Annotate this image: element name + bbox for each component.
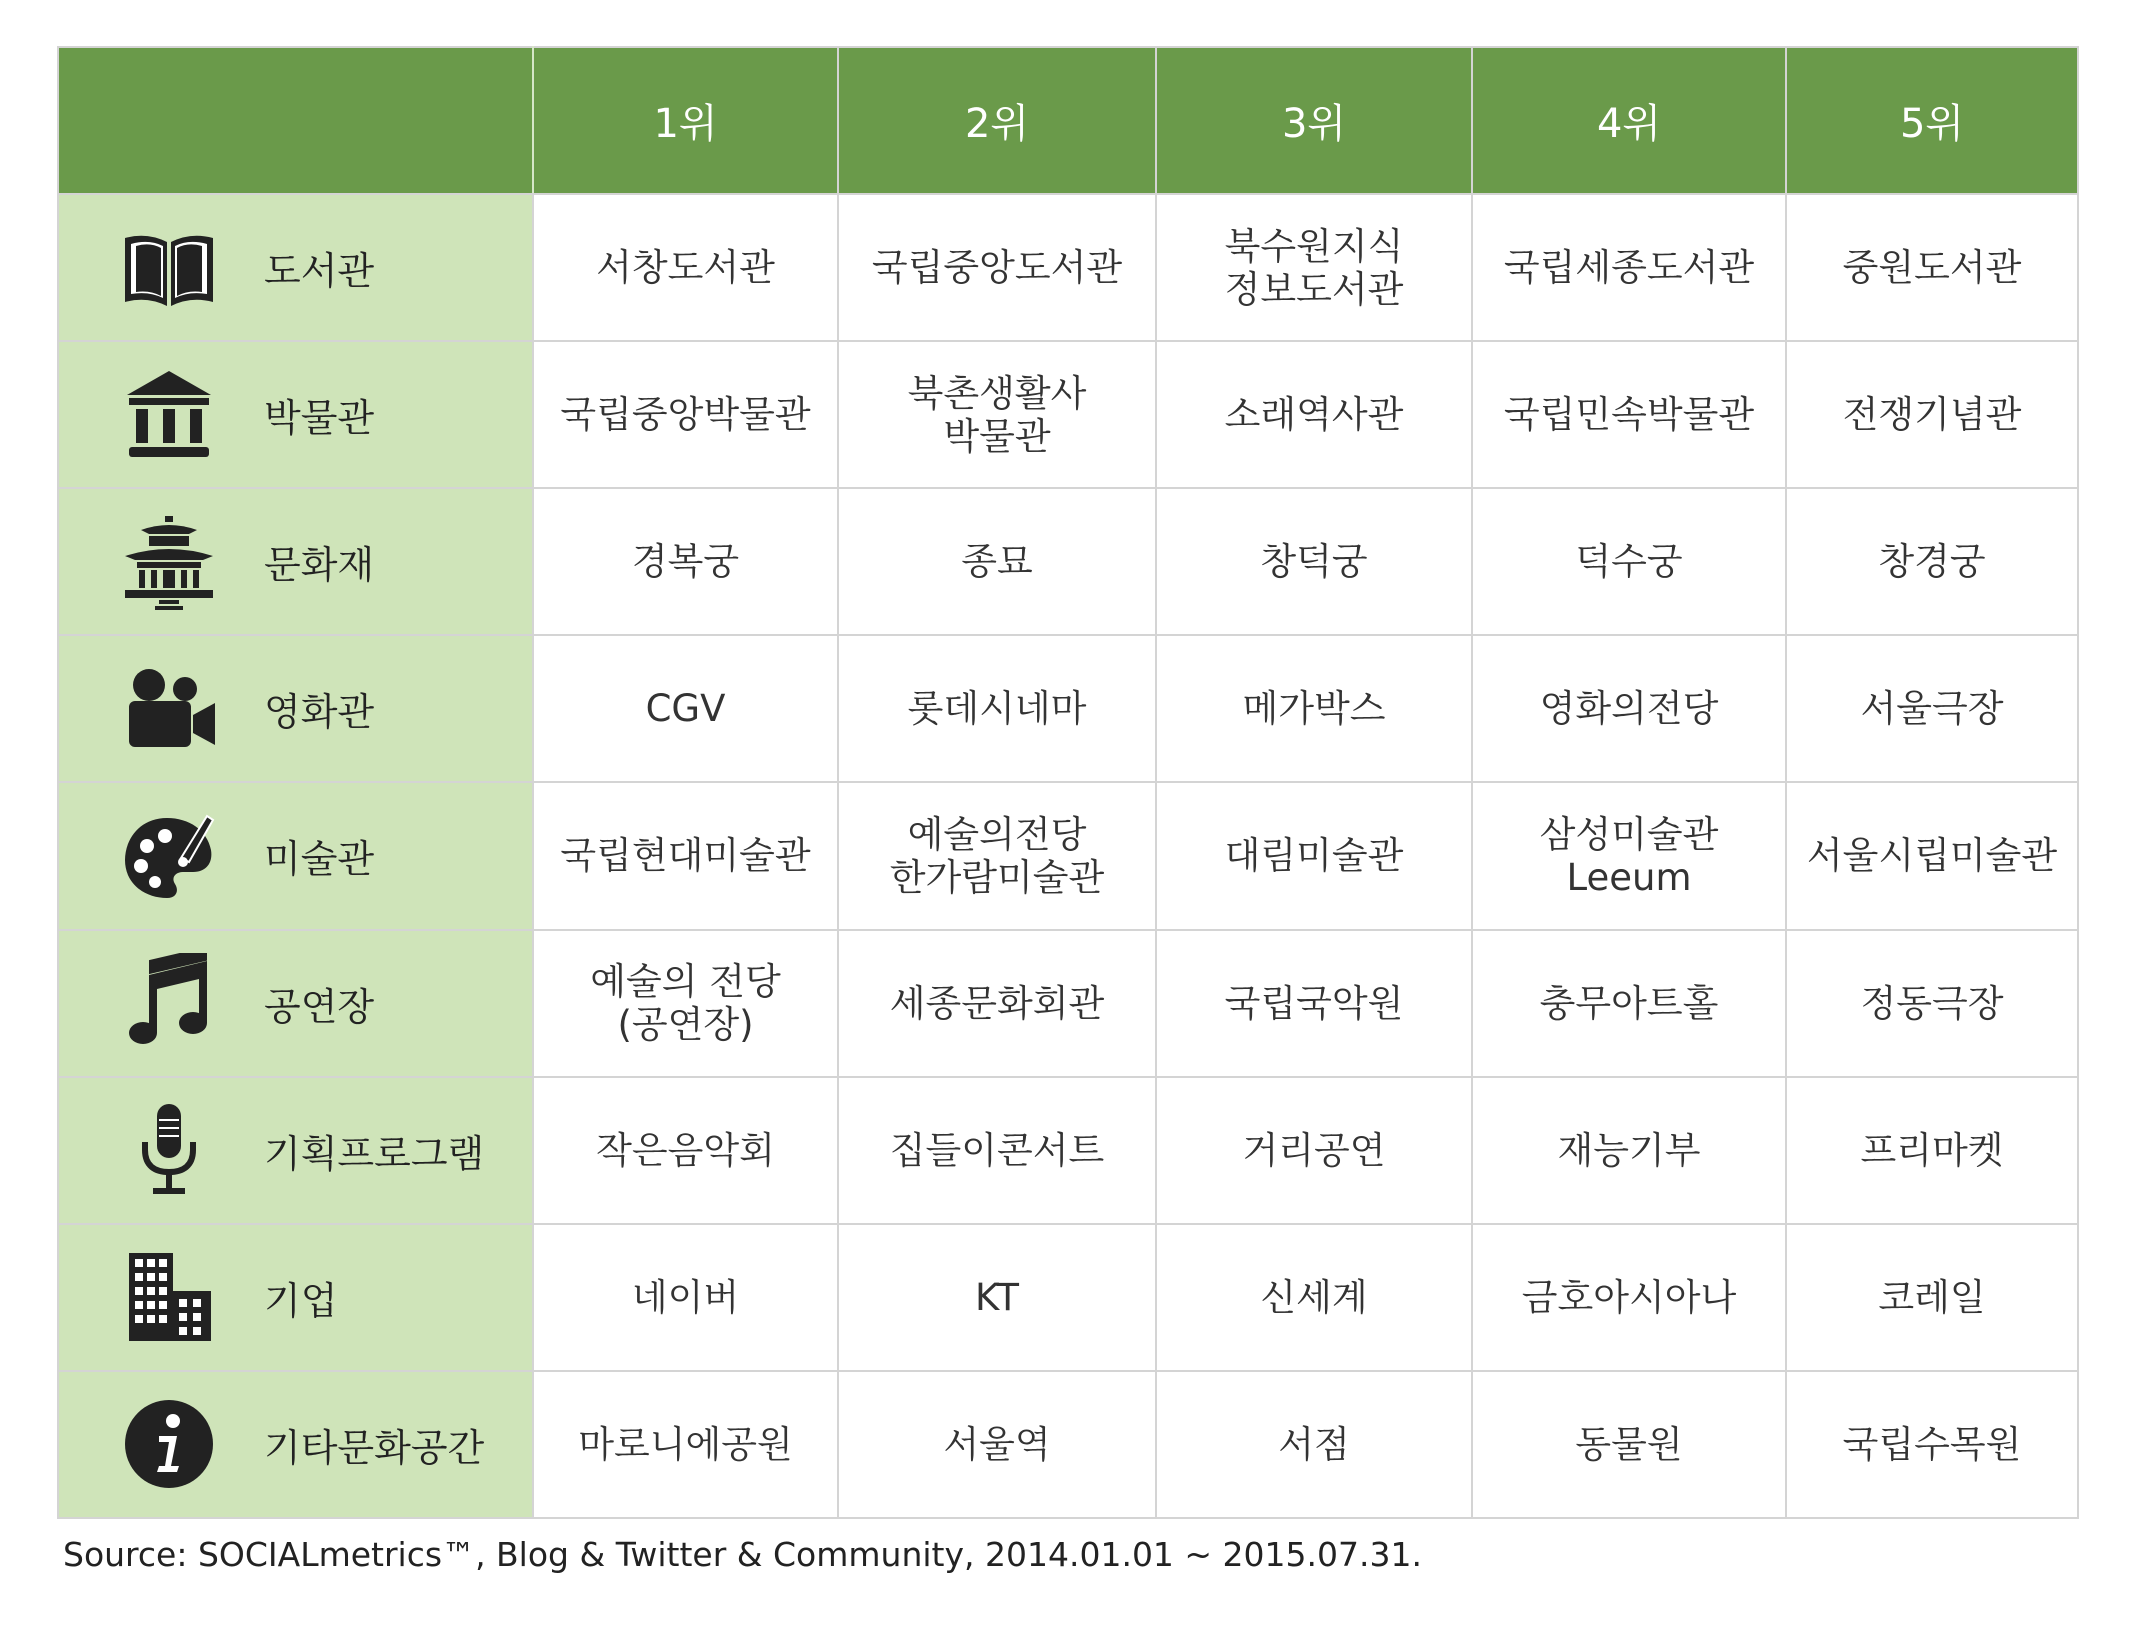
cell-text-line: 서점: [1278, 1422, 1350, 1466]
cell-text-line: 충무아트홀: [1539, 981, 1719, 1025]
rank-2-cell: [838, 782, 1156, 929]
category-cell: [58, 1371, 533, 1518]
ranking-table: [57, 46, 2079, 1519]
category-label: 박물관: [264, 396, 375, 441]
cell-text-line: 거리공연: [1242, 1128, 1386, 1172]
rank-5-cell: [1786, 488, 2078, 635]
cell-text-line: 경복궁: [631, 540, 740, 584]
cell-text-line: 네이버: [631, 1275, 740, 1319]
cell-text-line: 서울시립미술관: [1806, 834, 2058, 878]
info-icon: [114, 1394, 224, 1494]
cell-text-line: 중원도서관: [1842, 246, 2022, 290]
cell-text-line: 한가람미술관: [889, 855, 1105, 899]
cell-text-line: 영화의전당: [1539, 687, 1719, 731]
table-row: [58, 782, 2078, 929]
category-label: 문화재: [264, 543, 375, 588]
rank-4-cell: [1472, 782, 1786, 929]
rank-2-cell: [838, 930, 1156, 1077]
cell-text-line: 정보도서관: [1224, 267, 1404, 311]
cell-text-line: 마로니에공원: [578, 1422, 793, 1466]
rank-4-cell: [1472, 1224, 1786, 1371]
table-row: [58, 341, 2078, 488]
rank-1-cell: [533, 194, 838, 341]
rank-3-cell: [1156, 488, 1472, 635]
source-note: Source: SOCIALmetrics™, Blog & Twitter & Community, 2014.01.01 ~ 2015.07.31.: [63, 1535, 1422, 1574]
rank-5-cell: [1786, 930, 2078, 1077]
cell-text-line: KT: [975, 1275, 1019, 1319]
rank-5-cell: [1786, 635, 2078, 782]
category-cell: [58, 782, 533, 929]
rank-1-cell: [533, 1224, 838, 1371]
header-rank-5: 5위: [1786, 47, 2078, 194]
cell-text-line: 금호아시아나: [1521, 1275, 1737, 1319]
rank-3-cell: [1156, 1371, 1472, 1518]
palace-icon: [114, 512, 224, 612]
category-label: 공연장: [264, 984, 375, 1029]
header-rank-1: 1위: [533, 47, 838, 194]
rank-1-cell: [533, 930, 838, 1077]
rank-3-cell: [1156, 341, 1472, 488]
table-row: [58, 930, 2078, 1077]
table-row: [58, 488, 2078, 635]
rank-1-cell: [533, 1077, 838, 1224]
cell-text-line: 재능기부: [1557, 1128, 1701, 1172]
cell-text-line: 창덕궁: [1260, 540, 1368, 584]
rank-4-cell: [1472, 930, 1786, 1077]
cell-text-line: 국립중앙박물관: [560, 393, 811, 437]
rank-4-cell: [1472, 1371, 1786, 1518]
cell-text-line: 국립수목원: [1842, 1422, 2022, 1466]
rank-3-cell: [1156, 930, 1472, 1077]
microphone-icon: [114, 1100, 224, 1200]
category-label: 기타문화공간: [264, 1425, 485, 1470]
category-label: 미술관: [264, 837, 375, 882]
rank-5-cell: [1786, 1224, 2078, 1371]
cell-text-line: 롯데시네마: [907, 687, 1087, 731]
rank-5-cell: [1786, 1077, 2078, 1224]
table-row: [58, 1224, 2078, 1371]
rank-1-cell: [533, 1371, 838, 1518]
rank-2-cell: [838, 1224, 1156, 1371]
cell-text-line: 북촌생활사: [907, 371, 1087, 415]
book-icon: [114, 218, 224, 318]
rank-2-cell: [838, 488, 1156, 635]
rank-4-cell: [1472, 341, 1786, 488]
cell-text-line: Leeum: [1566, 855, 1692, 899]
category-cell: [58, 1077, 533, 1224]
rank-3-cell: [1156, 1224, 1472, 1371]
rank-3-cell: [1156, 635, 1472, 782]
rank-4-cell: [1472, 194, 1786, 341]
cell-text-line: 박물관: [943, 414, 1051, 458]
table-row: [58, 635, 2078, 782]
cell-text-line: 소래역사관: [1224, 393, 1404, 437]
cell-text-line: 덕수궁: [1575, 540, 1683, 584]
cell-text-line: 북수원지식: [1224, 224, 1404, 268]
cell-text-line: 삼성미술관: [1539, 812, 1719, 856]
cell-text-line: 서창도서관: [596, 246, 775, 290]
palette-icon: [114, 806, 224, 906]
category-cell: [58, 930, 533, 1077]
cell-text-line: 예술의전당: [907, 812, 1087, 856]
rank-4-cell: [1472, 488, 1786, 635]
category-cell: [58, 635, 533, 782]
cell-text-line: 동물원: [1575, 1422, 1683, 1466]
movie-camera-icon: [114, 659, 224, 759]
cell-text-line: CGV: [645, 687, 726, 731]
cell-text-line: 집들이콘서트: [889, 1128, 1105, 1172]
building-icon: [114, 1247, 224, 1347]
music-note-icon: [114, 953, 224, 1053]
header-rank-2: 2위: [838, 47, 1156, 194]
museum-icon: [114, 365, 224, 465]
cell-text-line: 종묘: [961, 540, 1033, 584]
header-rank-3: 3위: [1156, 47, 1472, 194]
category-cell: [58, 1224, 533, 1371]
rank-2-cell: [838, 1077, 1156, 1224]
rank-2-cell: [838, 194, 1156, 341]
cell-text-line: 작은음악회: [596, 1128, 775, 1172]
rank-1-cell: [533, 488, 838, 635]
cell-text-line: 국립국악원: [1224, 981, 1404, 1025]
rank-2-cell: [838, 635, 1156, 782]
header-row: [58, 47, 2078, 194]
cell-text-line: 국립중앙도서관: [871, 246, 1123, 290]
header-corner: [58, 47, 533, 194]
rank-4-cell: [1472, 635, 1786, 782]
cell-text-line: 메가박스: [1242, 687, 1386, 731]
header-rank-4: 4위: [1472, 47, 1786, 194]
category-label: 영화관: [264, 690, 375, 735]
rank-5-cell: [1786, 194, 2078, 341]
cell-text-line: 전쟁기념관: [1842, 393, 2022, 437]
rank-2-cell: [838, 1371, 1156, 1518]
rank-2-cell: [838, 341, 1156, 488]
cell-text-line: (공연장): [617, 1003, 754, 1047]
category-label: 기업: [264, 1278, 338, 1323]
rank-1-cell: [533, 341, 838, 488]
cell-text-line: 프리마켓: [1860, 1128, 2004, 1172]
cell-text-line: 창경궁: [1878, 540, 1986, 584]
category-cell: [58, 194, 533, 341]
table-row: [58, 1371, 2078, 1518]
cell-text-line: 국립세종도서관: [1503, 246, 1755, 290]
category-label: 도서관: [264, 249, 375, 294]
category-label: 기획프로그램: [264, 1131, 485, 1176]
cell-text-line: 국립민속박물관: [1503, 393, 1755, 437]
rank-3-cell: [1156, 1077, 1472, 1224]
rank-3-cell: [1156, 782, 1472, 929]
cell-text-line: 예술의 전당: [590, 960, 781, 1004]
cell-text-line: 정동극장: [1860, 981, 2004, 1025]
cell-text-line: 서울역: [943, 1422, 1051, 1466]
rank-5-cell: [1786, 782, 2078, 929]
table-row: [58, 1077, 2078, 1224]
rank-3-cell: [1156, 194, 1472, 341]
category-cell: [58, 341, 533, 488]
cell-text-line: 세종문화회관: [889, 981, 1105, 1025]
table-row: [58, 194, 2078, 341]
category-cell: [58, 488, 533, 635]
rank-5-cell: [1786, 1371, 2078, 1518]
rank-4-cell: [1472, 1077, 1786, 1224]
cell-text-line: 신세계: [1260, 1275, 1368, 1319]
cell-text-line: 서울극장: [1860, 687, 2004, 731]
rank-5-cell: [1786, 341, 2078, 488]
cell-text-line: 코레일: [1878, 1275, 1986, 1319]
cell-text-line: 국립현대미술관: [560, 834, 811, 878]
rank-1-cell: [533, 635, 838, 782]
rank-1-cell: [533, 782, 838, 929]
cell-text-line: 대림미술관: [1224, 834, 1404, 878]
